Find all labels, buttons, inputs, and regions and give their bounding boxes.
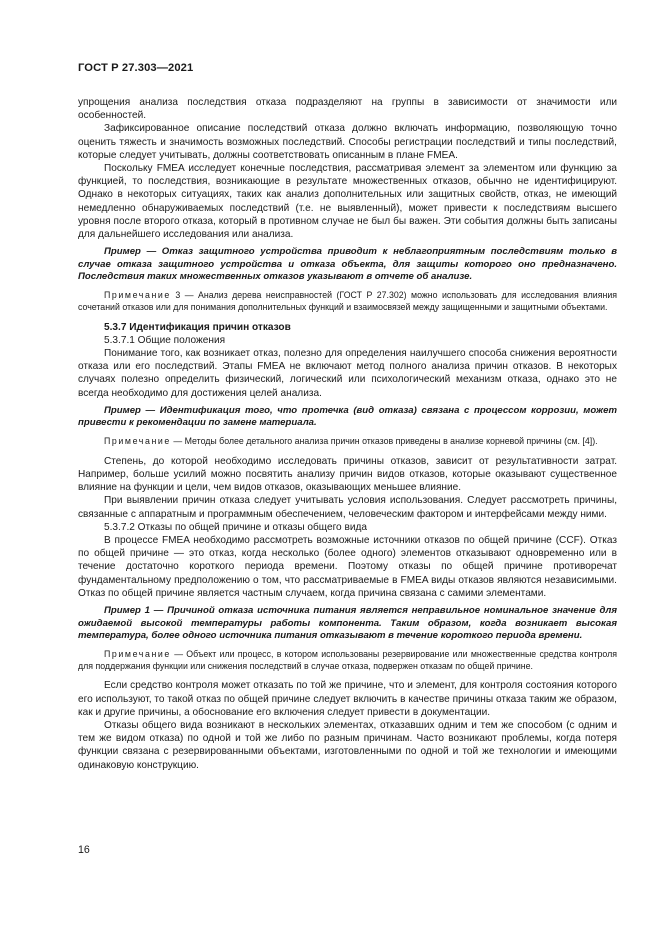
paragraph: Если средство контроля может отказать по той же причине, что и элемент, для контроля состояния которого его используют, то такой отказ по общей причине следует включить в качестве причины отказа таким же образом, как и другие причины, а обоснование его включения следует привести в документации. xyxy=(78,680,617,718)
paragraph: Поскольку FMEA исследует конечные последствия, рассматривая элемент за элементом или функцию за функцией, то последствия, возникающие в результате множественных отказов, обычно не идентифицируют. Однако в некоторых ситуациях, таких как анализ дополнительных или защитных свойств, отказ, не имеющий немедленно обнаруживаемых последствий (т.е. не выявленный), может привести к последствиям высшего уровня после второго отказа, который в противном случае не был бы важен. Эти события должны быть записаны для дальнейшего исследования или анализа. xyxy=(78,163,617,241)
page-number: 16 xyxy=(78,844,90,856)
note-text: 3 — Анализ дерева неисправностей (ГОСТ Р 27.302) можно использовать для исследования влияния сочетаний отказов или для понимания дополнительных функций и взаимосвязей между защищенными и защитными объектами. xyxy=(78,290,617,312)
paragraph: Зафиксированное описание последствий отказа должно включать информацию, позволяющую точно оценить тяжесть и значимость возможных последствий. Способы регистрации последствий и типы последствий, которые следует учитывать, должны соответствовать описанным в плане FMEA. xyxy=(78,123,617,161)
note xyxy=(78,290,617,314)
note xyxy=(78,649,617,673)
paragraph: упрощения анализа последствия отказа подразделяют на группы в зависимости от значимости или особенностей. xyxy=(78,97,617,122)
section-heading: 5.3.7 Идентификация причин отказов xyxy=(104,321,291,333)
paragraph: Отказы общего вида возникают в нескольких элементах, отказавших одним и тем же способом (с одним и тем же видом отказа) по одной и той же либо по разным причинам. Часто возникают проблемы, когда потеря функции связана с резервированными объектами, изготовленными по одной и той же технологии и имеющими одинаковую конструкцию. xyxy=(78,720,617,771)
note-label: Примечание xyxy=(104,290,171,301)
paragraph: Степень, до которой необходимо исследовать причины отказов, зависит от результативности затрат. Например, больше усилий можно посвятить анализу причин видов отказов, которые оказывают существенное влияние на функции и цели, чем видов отказов, оказывающих меньшее влияние. xyxy=(78,455,617,494)
example-text: Пример 1 — Причиной отказа источника питания является неправильное номинальное значение для ожидаемой высокой температуры работы компонента. Таким образом, когда возникает высокая температура, более одного источника питания отказывают в течение короткого периода времени. xyxy=(78,605,617,642)
subsection-heading: 5.3.7.2 Отказы по общей причине и отказы общего вида xyxy=(104,521,367,533)
paragraph: При выявлении причин отказа следует учитывать условия использования. Следует рассмотреть причины, связанные с аппаратным и программным обеспечением, человеческим фактором и интерфейсами между ними. xyxy=(78,495,617,520)
document-code-header: ГОСТ Р 27.303—2021 xyxy=(78,62,194,74)
example-text: Пример — Отказ защитного устройства приводит к неблагоприятным последствиям только в случае отказа защитного устройства и отказа объекта, для защиты которого оно предназначено. Последствия таких множественных отказов указывают в отчете об анализе. xyxy=(78,246,617,283)
note-label: Примечание xyxy=(104,436,171,447)
note xyxy=(78,436,617,448)
paragraph: Понимание того, как возникает отказ, полезно для определения наилучшего способа снижения вероятности отказа или его последствий. Этапы FMEA не включают метод полного анализа причин отказов. В некоторых случаях полезно определить физический, логический или психологический механизм отказа, однако это не всегда необходимо для достижения целей анализа. xyxy=(78,348,617,399)
note-label: Примечание xyxy=(104,648,171,659)
paragraph: В процессе FMEA необходимо рассмотреть возможные источники отказов по общей причине (CCF). Отказ по общей причине — это отказ, когда несколько (более одного) элементов отказывают одновременно или в течение достаточно короткого периода времени. Поэтому отказы по общей причине противоречат фундаментальному предположению о том, что рассматриваемые в FMEA виды отказов являются независимыми. Отказ по общей причине является частным случаем, когда причина связана с самими элементами. xyxy=(78,535,617,599)
note-text: — Объект или процесс, в котором использованы резервирование или множественные средства контроля для поддержания функции или снижения последствий в случае отказа, подвержен отказам по общей причине. xyxy=(78,648,617,671)
note-text: — Методы более детального анализа причин отказов приведены в анализе корневой причины (см. [4]). xyxy=(170,436,598,447)
example-text: Пример — Идентификация того, что протечка (вид отказа) связана с процессом коррозии, может привести к рекомендации по замене материала. xyxy=(78,404,617,429)
page-content xyxy=(78,96,617,772)
subsection-heading: 5.3.7.1 Общие положения xyxy=(104,334,226,346)
